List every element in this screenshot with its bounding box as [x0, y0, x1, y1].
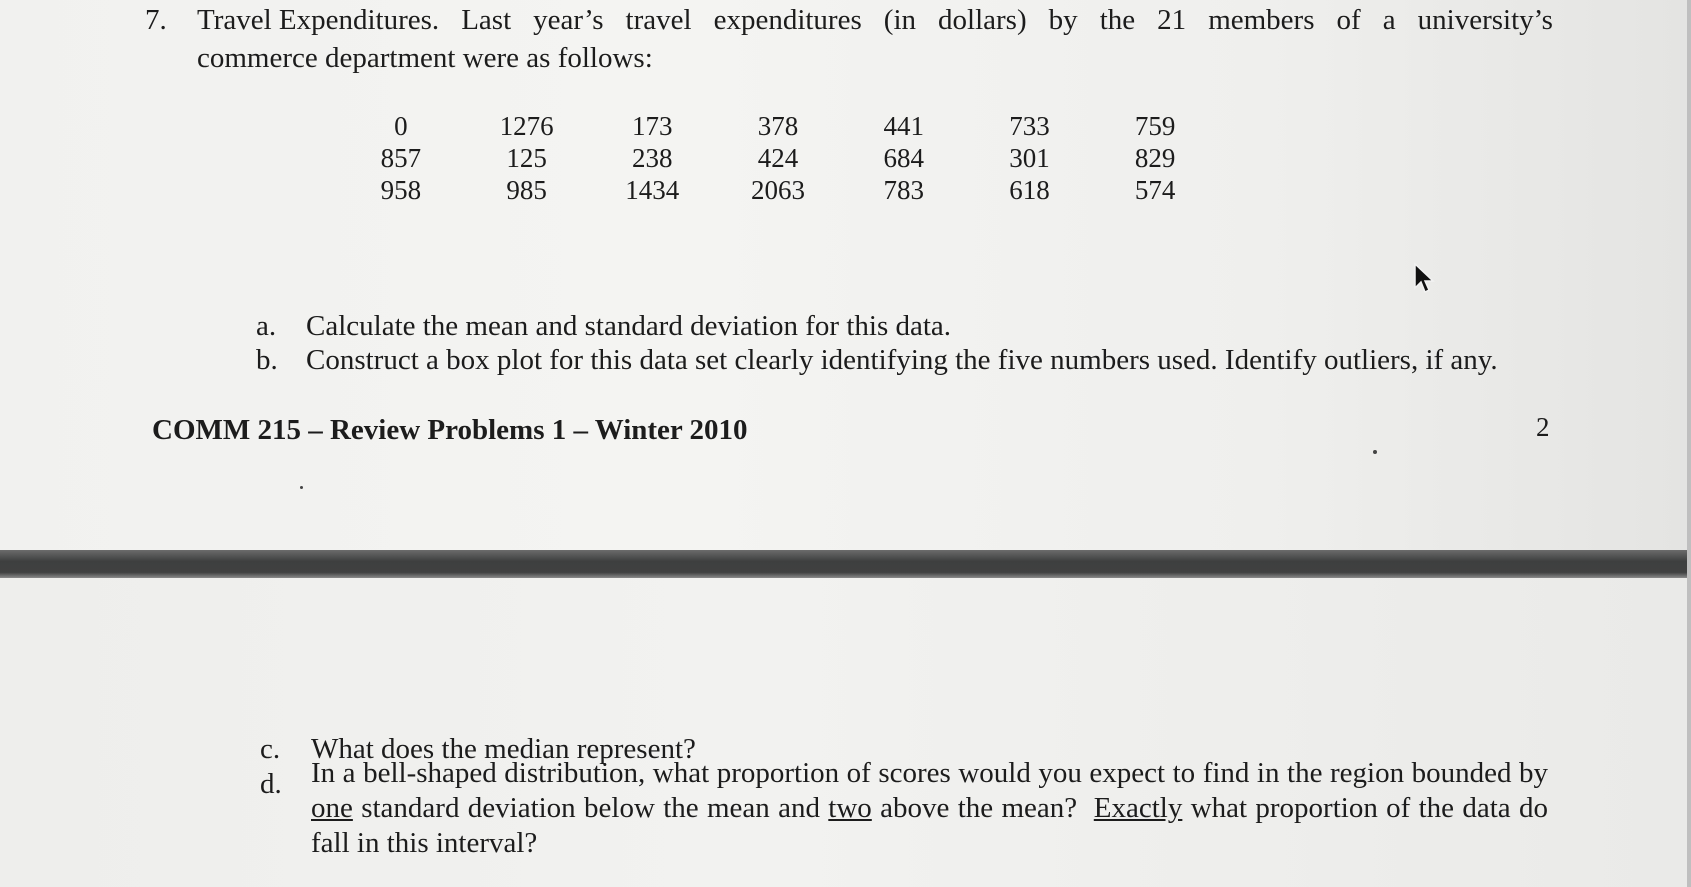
table-cell: 574: [1134, 175, 1176, 205]
table-cell: 2063: [751, 175, 806, 205]
course-footer-title: COMM 215 – Review Problems 1 – Winter 2010: [152, 414, 748, 446]
question-word: members: [1208, 4, 1315, 36]
table-row: [338, 174, 1218, 206]
stray-mark: [300, 486, 303, 489]
table-row: [338, 142, 1218, 174]
table-cell: 684: [883, 143, 924, 173]
table-row: [338, 110, 1218, 142]
question-title: Travel Expenditures.: [197, 4, 440, 36]
part-b-letter: b.: [256, 344, 278, 376]
table-cell: 441: [883, 111, 924, 141]
question-word: university’s: [1417, 4, 1553, 36]
question-word: (in: [883, 4, 916, 36]
part-d-segment: standard deviation below the mean and: [361, 792, 820, 824]
part-b-text: Construct a box plot for this data set clearly identifying the five numbers used. Identify outliers, if any.: [306, 344, 1498, 376]
question-line-1: [197, 4, 1553, 37]
table-cell: 857: [380, 143, 422, 173]
question-word: the: [1099, 4, 1136, 36]
part-c-text: What does the median represent?: [311, 733, 696, 765]
expenditure-data-table: [338, 110, 1218, 206]
question-word: Last: [461, 4, 512, 36]
table-cell: 829: [1134, 143, 1176, 173]
table-cell: 173: [632, 111, 673, 141]
part-d-segment: In a bell-shaped distribution, what proportion of scores would you expect to find in the region bounded by: [311, 757, 1548, 789]
table-cell: 733: [1009, 111, 1050, 141]
part-d-segment: what proportion of the data do fall in this interval?: [311, 792, 1549, 859]
underlined-word-two: two: [828, 792, 872, 824]
question-word: a: [1382, 4, 1396, 36]
part-d-segment: above the mean?: [880, 792, 1078, 824]
question-number: 7.: [145, 4, 167, 36]
table-cell: 1434: [625, 175, 680, 205]
stray-mark: [1373, 450, 1377, 454]
underlined-word-exactly: Exactly: [1093, 792, 1183, 824]
question-word: dollars): [938, 4, 1027, 36]
underlined-word-one: one: [311, 792, 353, 824]
question-word: 21: [1157, 4, 1187, 36]
table-cell: 125: [506, 143, 547, 173]
question-word: travel: [625, 4, 692, 36]
table-cell: 618: [1009, 175, 1050, 205]
table-cell: 1276: [499, 111, 554, 141]
question-line-2: commerce department were as follows:: [197, 42, 653, 74]
table-cell: 238: [632, 143, 673, 173]
table-cell: 301: [1009, 143, 1050, 173]
part-d-letter: d.: [260, 768, 282, 800]
table-cell: 424: [757, 143, 799, 173]
table-cell: 783: [883, 175, 924, 205]
question-word: of: [1336, 4, 1361, 36]
table-cell: 958: [380, 175, 422, 205]
table-cell: 378: [757, 111, 799, 141]
question-word: expenditures: [713, 4, 862, 36]
part-a-letter: a.: [256, 310, 277, 342]
part-a-text: Calculate the mean and standard deviation for this data.: [306, 310, 952, 342]
question-word: by: [1048, 4, 1078, 36]
table-cell: 985: [506, 175, 547, 205]
question-word: year’s: [533, 4, 604, 36]
mouse-pointer-icon: [1413, 262, 1435, 296]
part-c-letter: c.: [260, 733, 281, 765]
table-cell: 0: [394, 111, 408, 141]
page-number: 2: [1536, 412, 1550, 442]
table-cell: 759: [1134, 111, 1176, 141]
paper-edge: [1687, 0, 1691, 887]
part-d-text: [311, 756, 1548, 861]
page-gap-divider: [0, 550, 1691, 578]
